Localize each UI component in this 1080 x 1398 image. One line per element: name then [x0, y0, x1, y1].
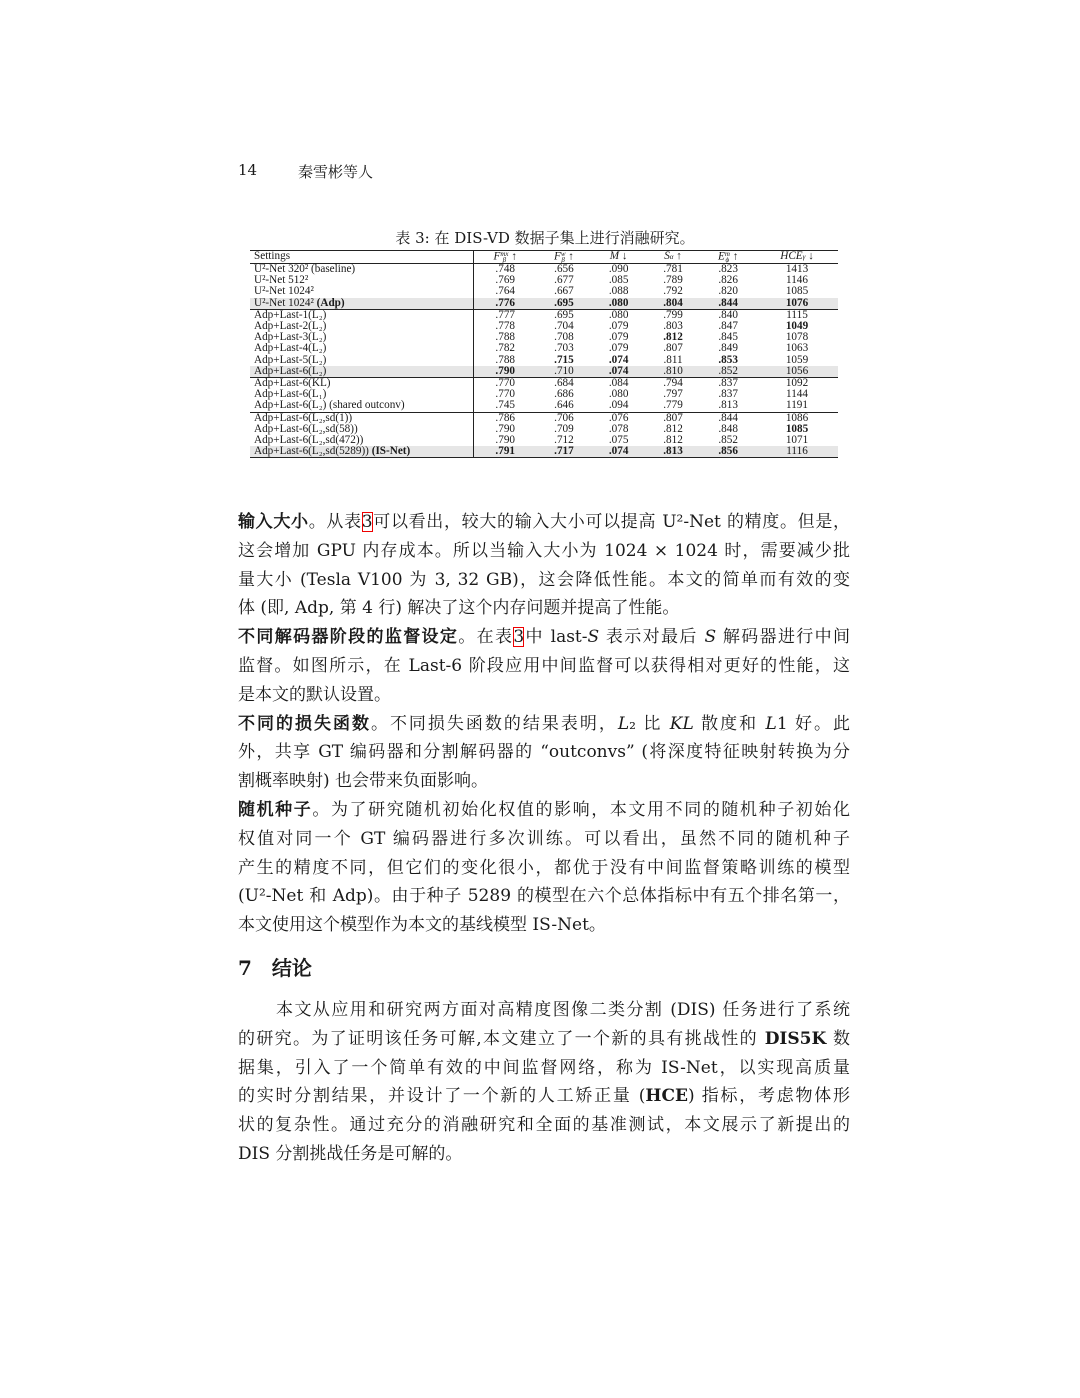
value-cell: .745	[495, 399, 515, 412]
setting-label: Adp+Last-5(L₂)	[254, 353, 327, 366]
value-cell: 1086	[756, 412, 838, 424]
table-row	[250, 446, 838, 458]
text-line	[238, 594, 850, 623]
text-span: 据集，引入了一个简单有效的中间监督网络，称为 IS-Net，以实现高质量	[238, 1057, 850, 1078]
value-cell: .826	[718, 274, 738, 287]
column-arrow: ↓	[808, 250, 814, 263]
text-span: (U²-Net 和 Adp)。由于种子 5289 的模型在六个总体指标中有五个排名第一，	[238, 886, 850, 907]
text-span: 的实时分割结果，并设计了一个新的人工矫正量 (	[238, 1086, 646, 1107]
value-cell: .847	[718, 320, 738, 333]
value-cell: .794	[646, 378, 700, 390]
value-cell: 1144	[786, 388, 808, 401]
text-span: S	[587, 627, 600, 648]
value-cell: .088	[608, 285, 629, 298]
text-span: 解码器进行中间	[716, 627, 851, 648]
paragraph	[238, 710, 850, 796]
setting-label: Adp+Last-6(L₂) (shared outconv)	[254, 399, 405, 412]
text-span: 量大小 (Tesla V100 为 3, 32 GB)，这会降低性能。本文的简单而有效的变	[238, 569, 850, 590]
text-span: 数	[826, 1028, 850, 1049]
value-cell: 1116	[756, 446, 838, 458]
text-line	[238, 1054, 850, 1083]
text-span: ₂ 比	[629, 713, 670, 734]
text-span: 1 好。此	[776, 713, 851, 734]
value-cell: .807	[663, 342, 683, 355]
value-cell: .803	[663, 320, 683, 333]
setting-label: U²-Net 320² (baseline)	[254, 263, 356, 275]
value-cell: .076	[591, 412, 645, 424]
value-cell: .667	[554, 285, 574, 298]
value-cell: .712	[554, 434, 574, 447]
value-cell: .708	[554, 331, 574, 344]
value-cell: .706	[536, 412, 591, 424]
column-arrow: ↑	[511, 250, 517, 263]
value-cell: .812	[663, 434, 683, 447]
page-number: 14	[238, 161, 258, 179]
column-symbol: M	[609, 250, 620, 263]
table-row	[250, 355, 838, 366]
text-span: KL	[669, 713, 694, 734]
text-span: 这会增加 GPU 内存成本。所以当输入大小为 1024 × 1024 时，需要减少批	[238, 540, 850, 561]
setting-bold-suffix: (Adp)	[316, 296, 345, 309]
value-cell: .764	[495, 285, 515, 298]
value-cell: .085	[608, 274, 629, 287]
value-cell: .812	[663, 422, 683, 435]
text-span: L	[617, 713, 630, 734]
table-row	[250, 321, 838, 332]
value-cell: .090	[608, 263, 629, 275]
text-line	[238, 508, 850, 537]
column-arrow: ↑	[732, 250, 739, 263]
setting-label: Adp+Last-3(L₂)	[254, 331, 327, 344]
value-cell: .079	[608, 331, 629, 344]
text-line	[238, 996, 850, 1025]
column-header	[474, 251, 537, 264]
setting-label: Adp+Last-6(L₂,sd(472))	[254, 434, 364, 447]
column-header	[250, 251, 474, 264]
column-header	[700, 251, 756, 264]
value-cell: .852	[718, 434, 738, 447]
bold-text: 输入大小	[238, 512, 309, 532]
value-cell: .704	[554, 320, 574, 333]
section-number: 7	[238, 955, 252, 980]
text-span: 散度和	[693, 713, 766, 734]
table-row	[250, 366, 838, 378]
text-span: 。从表	[308, 512, 362, 532]
setting-label: Adp+Last-1(L₂)	[254, 308, 327, 321]
value-cell: 1092	[756, 378, 838, 390]
value-cell: .695	[536, 298, 591, 310]
value-cell: .776	[474, 298, 537, 310]
text-span: 。不同损失函数的结果表明，	[370, 713, 618, 734]
text-line	[238, 738, 850, 767]
value-cell: .709	[554, 422, 574, 435]
value-cell: 1413	[785, 263, 809, 275]
text-line	[238, 1111, 850, 1140]
value-cell: .788	[495, 331, 515, 344]
body-text	[238, 508, 850, 1169]
value-cell: .094	[608, 399, 629, 412]
text-line	[238, 1140, 850, 1169]
value-cell: .777	[474, 309, 537, 321]
text-line	[238, 796, 850, 825]
value-cell: 1049	[785, 320, 809, 333]
bold-text: DIS5K	[764, 1028, 827, 1049]
value-cell: .677	[554, 274, 574, 287]
value-cell: 1085	[785, 285, 809, 298]
value-cell: .684	[536, 378, 591, 390]
paragraph	[238, 508, 850, 623]
text-span: 割概率映射) 也会带来负面影响。	[238, 771, 489, 792]
column-superscript: mx	[500, 250, 509, 258]
value-cell: .844	[700, 412, 756, 424]
value-cell: .770	[474, 378, 537, 390]
value-cell: .769	[495, 274, 515, 287]
value-cell: .786	[474, 412, 537, 424]
setting-label: Adp+Last-6(L₂,sd(58))	[254, 422, 358, 435]
value-cell: .075	[608, 434, 629, 447]
value-cell: 1191	[786, 399, 808, 412]
column-header	[756, 251, 838, 264]
column-label: Settings	[254, 250, 291, 263]
value-cell: .848	[718, 422, 738, 435]
text-span: 产生的精度不同，但它们的变化很小，都优于没有中间监督策略训练的模型	[238, 857, 850, 878]
value-cell: .781	[663, 263, 683, 275]
value-cell: .813	[646, 446, 700, 458]
value-cell: .790	[495, 434, 515, 447]
table-header-row	[250, 251, 838, 264]
conclusion-paragraph	[238, 996, 850, 1169]
value-cell: .853	[718, 353, 738, 366]
setting-label: U²-Net 1024²	[254, 296, 317, 309]
table-row	[250, 343, 838, 354]
value-cell: .856	[700, 446, 756, 458]
text-line	[238, 710, 850, 739]
value-cell: .079	[608, 320, 629, 333]
text-span: 权值对同一个 GT 编码器进行多次训练。可以看出，虽然不同的随机种子	[238, 828, 850, 849]
value-cell: .807	[646, 412, 700, 424]
text-line	[238, 681, 850, 710]
text-line	[238, 911, 850, 940]
value-cell: 1063	[785, 342, 809, 355]
value-cell: .715	[554, 353, 574, 366]
value-cell: .703	[554, 342, 574, 355]
text-line	[238, 767, 850, 796]
table-caption: 表 3: 在 DIS-VD 数据子集上进行消融研究。	[395, 229, 695, 247]
column-header	[591, 251, 645, 264]
column-scripts	[725, 251, 730, 263]
value-cell: 1085	[785, 422, 809, 435]
value-cell: .695	[536, 309, 591, 321]
value-cell: .790	[474, 366, 537, 378]
value-cell: .840	[700, 309, 756, 321]
setting-label: Adp+Last-6(KL)	[254, 377, 331, 390]
column-symbol: HCE	[780, 250, 803, 263]
value-cell: .770	[495, 388, 515, 401]
value-cell: .079	[608, 342, 629, 355]
column-arrow: ↑	[676, 250, 682, 263]
column-scripts	[803, 254, 806, 260]
value-cell: .804	[646, 298, 700, 310]
value-cell: .812	[663, 331, 683, 344]
value-cell: .080	[608, 388, 629, 401]
bold-text: HCE	[645, 1086, 688, 1107]
text-line	[238, 566, 850, 595]
table-row	[250, 378, 838, 390]
value-cell: .748	[495, 263, 515, 275]
text-line	[238, 652, 850, 681]
text-span: S	[704, 627, 717, 648]
paragraph	[238, 796, 850, 940]
setting-cell	[250, 400, 474, 412]
column-subscript: ϕ	[725, 256, 730, 264]
text-span: 的研究。为了证明该任务可解,本文建立了一个新的具有挑战性的	[238, 1028, 765, 1049]
ablation-table	[250, 250, 838, 458]
value-cell: 1071	[785, 434, 809, 447]
table-row	[250, 332, 838, 343]
value-cell: 1078	[785, 331, 809, 344]
value-cell: .686	[554, 388, 574, 401]
text-span: 监督。如图所示，在 Last-6 阶段应用中间监督可以获得相对更好的性能，这	[238, 655, 850, 676]
column-superscript: w	[560, 250, 566, 258]
bold-text: 随机种子	[238, 799, 313, 820]
text-span: 表示对最后	[599, 627, 705, 648]
text-span: 。在表	[458, 627, 514, 648]
setting-bold-suffix: (IS-Net)	[371, 445, 411, 458]
value-cell: .084	[591, 378, 645, 390]
column-subscript: γ	[802, 252, 806, 261]
paragraph	[238, 623, 850, 709]
value-cell: .710	[536, 366, 591, 378]
setting-label: Adp+Last-2(L₂)	[254, 320, 327, 333]
table-row	[250, 400, 838, 412]
value-cell: .790	[495, 422, 515, 435]
value-cell: .080	[591, 309, 645, 321]
value-cell: .717	[536, 446, 591, 458]
text-line	[238, 854, 850, 883]
setting-cell	[250, 446, 474, 458]
setting-cell	[250, 366, 474, 378]
value-cell: .074	[591, 366, 645, 378]
value-cell: 1056	[756, 366, 838, 378]
value-cell: .799	[646, 309, 700, 321]
value-cell: .844	[700, 298, 756, 310]
column-subscript: α	[669, 252, 674, 261]
value-cell: .779	[663, 399, 683, 412]
value-cell: .852	[700, 366, 756, 378]
table-row	[250, 264, 838, 276]
value-cell: .788	[495, 353, 515, 366]
text-span: 本文使用这个模型作为本文的基线模型 IS-Net。	[238, 915, 606, 936]
column-scripts	[561, 251, 566, 263]
text-span: 中 last-	[524, 627, 588, 648]
value-cell: .074	[608, 353, 629, 366]
value-cell: .791	[474, 446, 537, 458]
value-cell: .080	[591, 298, 645, 310]
text-span: 是本文的默认设置。	[238, 684, 391, 705]
column-scripts	[670, 254, 674, 260]
text-span: L	[765, 713, 777, 734]
setting-label: Adp+Last-4(L₂)	[254, 342, 327, 355]
value-cell: .789	[663, 274, 683, 287]
bold-text: 不同的损失函数	[238, 713, 371, 734]
column-symbol: F	[553, 250, 561, 263]
text-span: 。为了研究随机初始化权值的影响，本文用不同的随机种子初始化	[312, 799, 850, 820]
value-cell: .837	[700, 378, 756, 390]
section-title: 结论	[271, 955, 312, 980]
running-header-authors: 秦雪彬等人	[298, 163, 374, 181]
value-cell: .778	[495, 320, 515, 333]
column-arrow: ↑	[568, 250, 574, 263]
value-cell: .782	[495, 342, 515, 355]
column-subscript: β	[502, 256, 507, 264]
table-row	[250, 275, 838, 286]
text-line	[238, 537, 850, 566]
value-cell: .792	[663, 285, 683, 298]
column-header	[646, 251, 700, 264]
column-subscript: β	[561, 256, 565, 264]
setting-label: U²-Net 1024²	[254, 285, 314, 298]
value-cell: .078	[608, 422, 629, 435]
text-line	[238, 623, 850, 652]
value-cell: 1146	[786, 274, 808, 287]
text-span: ) 指标，考虑物体形	[687, 1086, 850, 1107]
value-cell: .820	[718, 285, 738, 298]
text-span: 可以看出，较大的输入大小可以提高 U²-Net 的精度。但是，	[372, 512, 851, 532]
column-header	[536, 251, 591, 264]
table-reference-link[interactable]: 3	[361, 512, 373, 532]
setting-label: Adp+Last-6(L₂)	[254, 364, 327, 377]
table-reference-link[interactable]: 3	[513, 627, 525, 648]
column-symbol: E	[717, 250, 725, 263]
value-cell: .074	[591, 446, 645, 458]
value-cell: .810	[646, 366, 700, 378]
column-symbol: S	[664, 250, 670, 263]
setting-label: Adp+Last-6(L₂,sd(1))	[254, 411, 353, 424]
text-line	[238, 1082, 850, 1111]
text-span: 体 (即, Adp, 第 4 行) 解决了这个内存问题并提高了性能。	[238, 598, 680, 619]
column-scripts	[500, 251, 508, 263]
value-cell: 1059	[785, 353, 809, 366]
setting-label: Adp+Last-6(L₂,sd(5289))	[254, 445, 372, 458]
value-cell: .813	[718, 399, 738, 412]
value-cell: .797	[663, 388, 683, 401]
value-cell: .823	[718, 263, 738, 275]
value-cell: .849	[718, 342, 738, 355]
column-arrow: ↓	[621, 250, 628, 263]
text-span: 外，共享 GT 编码器和分割解码器的 “outconvs” (将深度特征映射转换为分	[238, 742, 850, 763]
value-cell: 1076	[756, 298, 838, 310]
column-symbol: F	[493, 250, 501, 263]
bold-text: 不同解码器阶段的监督设定	[238, 627, 459, 648]
value-cell: .837	[718, 388, 738, 401]
setting-cell	[250, 298, 474, 310]
section-heading	[238, 953, 850, 983]
text-line	[238, 825, 850, 854]
text-span: DIS 分割挑战任务是可解的。	[238, 1143, 463, 1164]
text-span: 本文从应用和研究两方面对高精度图像二类分割 (DIS) 任务进行了系统	[276, 999, 850, 1020]
text-line	[238, 882, 850, 911]
column-superscript: m	[724, 250, 730, 258]
setting-label: U²-Net 512²	[254, 274, 309, 287]
text-span: 状的复杂性。通过充分的消融研究和全面的基准测试，本文展示了新提出的	[238, 1115, 850, 1136]
value-cell: 1115	[756, 309, 838, 321]
value-cell: .811	[663, 353, 683, 366]
table-row	[250, 298, 838, 310]
setting-label: Adp+Last-6(L₁)	[254, 388, 327, 401]
text-line	[238, 1025, 850, 1054]
value-cell: .656	[554, 263, 574, 275]
value-cell: .845	[718, 331, 738, 344]
value-cell: .646	[554, 399, 574, 412]
table-row	[250, 309, 838, 321]
